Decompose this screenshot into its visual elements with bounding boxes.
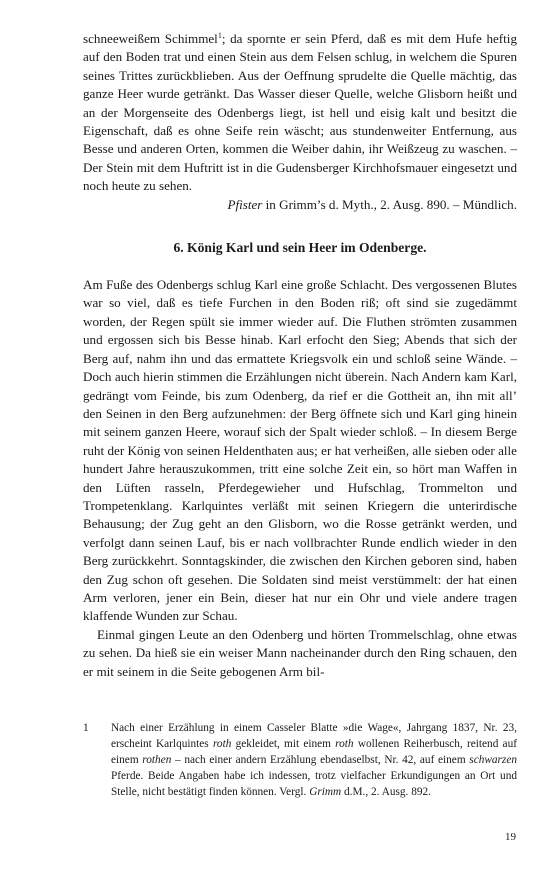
footnote-segment: wollenen Reiherbusch, reitend auf einem [111, 737, 517, 766]
footnote-emphasis: rothen [142, 753, 172, 766]
footnote-segment: Pferde. Beide Angaben habe ich indessen, trotz vielfacher Erkundigungen an Ort und Stelle, nicht bestätigt finden können. Vergl. [111, 769, 517, 798]
source-rest: in Grimm’s d. Myth., 2. Ausg. 890. – Mündlich. [262, 196, 517, 212]
continuation-paragraph [83, 30, 517, 196]
footnotes [83, 721, 517, 801]
paragraph-2: Einmal gingen Leute an den Odenberg und hörten Trommelschlag, ohne etwas zu sehen. Da hieß sie ein weiser Mann nacheinander durch den Ring schauen, den er mit seinem in die Seite gebogenen Arm bil- [83, 626, 517, 679]
footnote-reference[interactable]: 1 [217, 31, 222, 40]
footnote-emphasis: roth [212, 737, 232, 750]
page-body [83, 30, 517, 681]
continuation-text-start: schneeweißem Schimmel [83, 31, 218, 46]
footnote-segment: – nach einer andern Erzählung ebendaselbst, Nr. 42, auf einem [171, 753, 470, 766]
footnote-segment: Nach einer Erzählung in einem Casseler Blatte »die Wage«, Jahrgang 1837, Nr. 23, erscheint Karlquintes [111, 722, 517, 750]
section-body [83, 276, 517, 681]
source-citation [83, 196, 517, 214]
source-author: Pfister [227, 196, 263, 212]
footnote-number: 1 [83, 722, 89, 734]
footnote-1 [83, 721, 517, 801]
footnote-segment: d.M., 2. Ausg. 892. [341, 785, 431, 798]
footnote-text [111, 721, 517, 801]
footnote-emphasis: schwarzen [469, 753, 517, 766]
footnote-emphasis: Grimm [309, 785, 342, 798]
footnote-segment: gekleidet, mit einem [231, 737, 336, 750]
section-heading: 6. König Karl und sein Heer im Odenberge. [173, 240, 427, 256]
paragraph-1: Am Fuße des Odenbergs schlug Karl eine große Schlacht. Des vergossenen Blutes war so viel, daß es tiefe Furchen in den Boden riß; oft sind sie zugedämmt worden, der Regen spült sie immer wieder auf. Die Fluthen strömten zusammen und ergossen sich bis Besse hinab. Karl erfocht den Sieg; Abends that sich der Berg auf, nahm ihn und das ermattete Kriegsvolk ein und schloß seine Wände. – Doch auch hierin stimmen die Erzählungen nicht überein. Nach Andern kam Karl, gedrängt vom Feinde, bis zum Odenberg, da rief er die Gottheit an, ihn mit all’ den Seinen in den Berg aufzunehmen: der Berg öffnete sich und Karl ging hinein mit seinem ganzen Heere, worauf sich der Spalt wieder schloß. – In diesem Berge ruht der König von seinen Heldenthaten aus; er hat verheißen, alle sieben oder alle hundert Jahre herauszukommen, tritt eine solche Zeit ein, so hört man Waffen in den Lüften rasseln, Pferdegewieher und Hufschlag, Trommelton und Trompetenklang. Karlquintes verläßt mit seinen Kriegern die unterirdische Behausung; der Zug geht an den Glisborn, wo die Rosse getränkt werden, und verfolgt dann seinen Lauf, bis er nach vollbrachter Runde endlich wieder in den Berg zurückkehrt. Sonntagskinder, die zwischen den Kirchen geboren sind, haben den Zug schon oft gesehen. Die Soldaten sind meist verstümmelt: der hat einen Arm verloren, jener ein Bein, dieser hat nur ein Ohr und viele andere tragen klaffende Wunden zur Schau. [83, 277, 517, 624]
footnote-emphasis: roth [335, 737, 354, 750]
page-number: 19 [505, 831, 516, 843]
continuation-text-rest: ; da spornte er sein Pferd, daß es mit dem Hufe heftig auf den Boden trat und einen Stein aus dem Felsen schlug, in welchem die Spuren seines Trittes zurückblieben. Aus der Oeffnung sprudelte die Quelle mächtig, das ganze Heer wurde getränkt. Das Wasser dieser Quelle, welche Glisborn heißt und an der Morgenseite des Odenbergs liegt, ist hell und eisig kalt und besitzt die Eigenschaft, daß es ohne Seife rein wäscht; aus stundenweiter Entfernung, aus Besse und anderen Orten, kommen die Weiber dahin, ihr Weißzeug zu waschen. – Der Stein mit dem Huftritt ist in die Gudensberger Kirchhofsmauer eingesetzt und noch heute zu sehen. [83, 31, 517, 194]
